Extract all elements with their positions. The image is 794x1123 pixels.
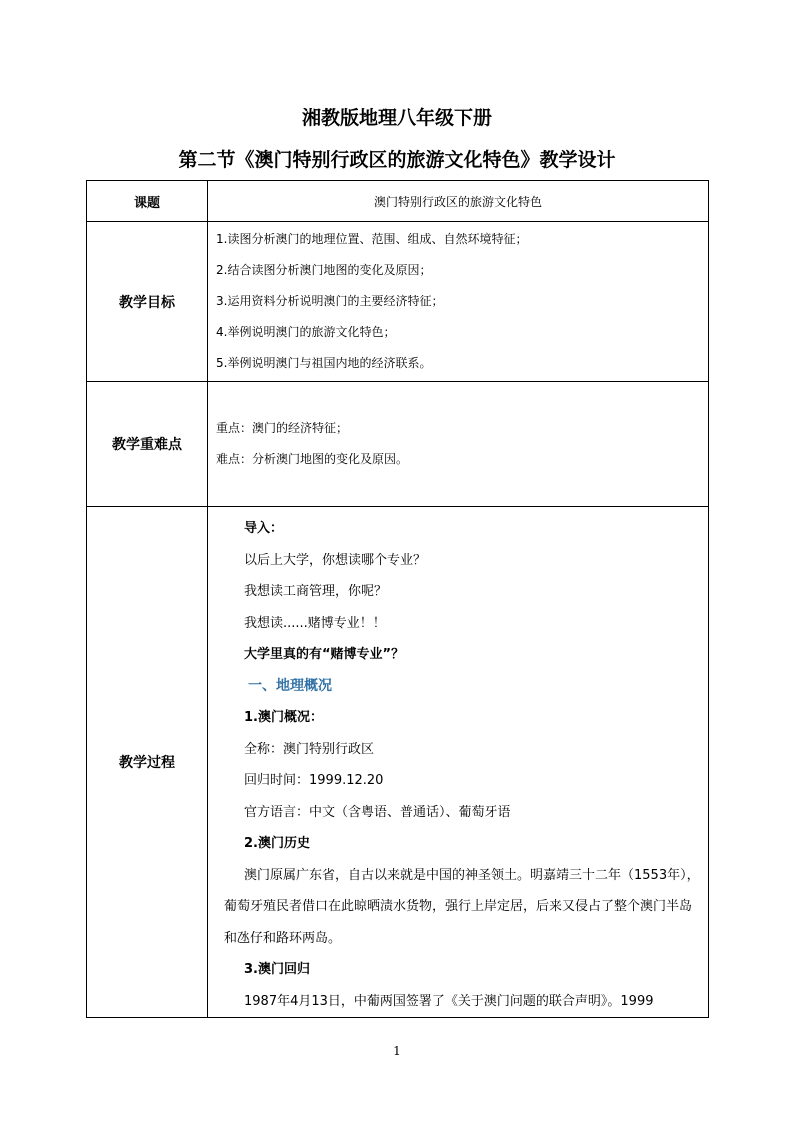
key-point-item: 难点：分析澳门地图的变化及原因。 bbox=[216, 452, 409, 466]
intro-line: 我想读......赌博专业！！ bbox=[244, 615, 386, 631]
process-cell bbox=[208, 507, 709, 1018]
objectives-row bbox=[87, 222, 709, 382]
document-title: 湘教版地理八年级下册 bbox=[301, 107, 492, 129]
objective-item: 4.举例说明澳门的旅游文化特色； bbox=[216, 325, 396, 339]
subsection-heading: 2.澳门历史 bbox=[244, 836, 310, 851]
key-points-label: 教学重难点 bbox=[87, 382, 208, 507]
page-number: 1 bbox=[393, 1044, 401, 1058]
objectives-label: 教学目标 bbox=[87, 222, 208, 382]
objective-item: 5.举例说明澳门与祖国内地的经济联系。 bbox=[216, 356, 432, 370]
question-line: 大学里真的有“赌博专业”？ bbox=[244, 647, 405, 662]
section-heading: 一、地理概况 bbox=[248, 677, 332, 694]
objective-item: 2.结合读图分析澳门地图的变化及原因； bbox=[216, 263, 432, 277]
objective-item: 3.运用资料分析说明澳门的主要经济特征； bbox=[216, 294, 444, 308]
process-row bbox=[87, 507, 709, 1018]
intro-heading: 导入： bbox=[244, 521, 284, 536]
overview-line: 官方语言：中文（含粤语、普通话）、葡萄牙语 bbox=[244, 804, 511, 820]
topic-value: 澳门特别行政区的旅游文化特色 bbox=[208, 181, 709, 222]
intro-line: 以后上大学，你想读哪个专业？ bbox=[244, 552, 427, 568]
subsection-heading: 3.澳门回归 bbox=[244, 962, 310, 977]
topic-row bbox=[87, 181, 709, 222]
overview-line: 回归时间：1999.12.20 bbox=[244, 773, 384, 788]
objectives-cell bbox=[208, 222, 709, 382]
intro-line: 我想读工商管理，你呢？ bbox=[244, 584, 388, 599]
key-point-item: 重点：澳门的经济特征； bbox=[216, 421, 349, 435]
objective-item: 1.读图分析澳门的地理位置、范围、组成、自然环境特征； bbox=[216, 232, 528, 246]
process-label: 教学过程 bbox=[87, 507, 208, 1018]
lesson-plan-table bbox=[86, 180, 709, 1018]
overview-line: 全称：澳门特别行政区 bbox=[244, 741, 375, 757]
return-paragraph: 1987年4月13日，中葡两国签署了《关于澳门问题的联合声明》。1999 bbox=[244, 993, 654, 1009]
document-subtitle: 第二节《澳门特别行政区的旅游文化特色》教学设计 bbox=[178, 149, 616, 171]
subsection-heading: 1.澳门概况： bbox=[244, 710, 323, 725]
key-points-cell bbox=[208, 382, 709, 507]
history-paragraph: 澳门原属广东省，自古以来就是中国的神圣领土。明嘉靖三十二年（1553年），葡萄牙殖民者借口在此晾晒渍水货物，强行上岸定居，后来又侵占了整个澳门半岛和氹仔和路环两岛。 bbox=[224, 867, 700, 946]
topic-label: 课题 bbox=[87, 181, 208, 222]
key-points-row bbox=[87, 382, 709, 507]
